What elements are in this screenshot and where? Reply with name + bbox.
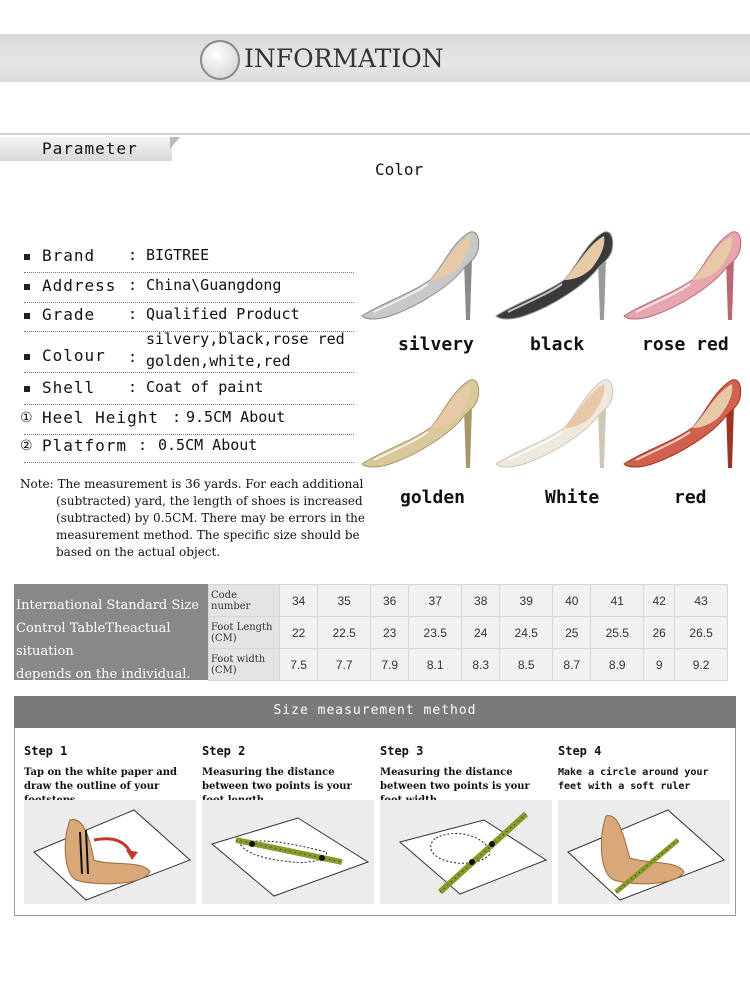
- step-name: Step 3: [380, 744, 424, 758]
- param-key: Colour: [42, 346, 106, 365]
- divider: [0, 133, 750, 135]
- param-key: Address: [42, 276, 117, 295]
- size-table-title-line: International Standard Size: [16, 598, 199, 613]
- size-cell: 34: [280, 585, 318, 617]
- param-sep: :: [128, 246, 138, 264]
- measurement-title: Size measurement method: [273, 703, 477, 718]
- step-2: [202, 744, 374, 806]
- size-cell: 8.9: [591, 649, 644, 681]
- size-table: [208, 584, 728, 681]
- shoe-label: golden: [400, 487, 466, 508]
- param-value-line1: silvery,black,rose red: [146, 330, 345, 348]
- param-sep: :: [128, 276, 138, 294]
- bullet-icon: [24, 284, 30, 290]
- bullet-icon: [24, 354, 30, 360]
- param-value: China\Guangdong: [146, 276, 282, 294]
- size-cell: 36: [371, 585, 409, 617]
- size-cell: 35: [318, 585, 371, 617]
- param-row-shell: [24, 376, 354, 405]
- size-table-title: [14, 584, 208, 680]
- size-cell: 22.5: [318, 617, 371, 649]
- shoe-label: silvery: [398, 334, 474, 355]
- step-text: Measuring the distance between two points is your foot length.: [202, 767, 352, 806]
- step-name: Step 4: [558, 744, 602, 758]
- size-cell: 39: [500, 585, 553, 617]
- param-value: BIGTREE: [146, 246, 210, 264]
- param-value-line2: golden,white,red: [146, 352, 291, 370]
- size-cell: 8.7: [553, 649, 591, 681]
- size-cell: 26: [644, 617, 675, 649]
- param-row-address: [24, 274, 354, 303]
- shoe-image-rose-red: [622, 228, 744, 324]
- size-cell: 9.2: [675, 649, 728, 681]
- bullet-icon: [24, 254, 30, 260]
- size-cell: 22: [280, 617, 318, 649]
- param-row-brand: [24, 244, 354, 273]
- param-row-heel-height: [20, 406, 354, 435]
- size-cell: 23.5: [409, 617, 462, 649]
- page-title: INFORMATION: [244, 44, 444, 73]
- size-row-header: Foot width (CM): [209, 649, 280, 681]
- size-cell: 25.5: [591, 617, 644, 649]
- size-cell: 8.1: [409, 649, 462, 681]
- size-table-row: [209, 649, 728, 681]
- foot-outline-illustration: [24, 800, 196, 904]
- soft-ruler-illustration: [558, 800, 730, 904]
- step-1: [24, 744, 196, 806]
- param-row-colour: [24, 328, 354, 373]
- size-cell: 8.5: [500, 649, 553, 681]
- parameter-tab-label: Parameter: [42, 139, 138, 158]
- size-cell: 26.5: [675, 617, 728, 649]
- size-row-header: Code number: [209, 585, 280, 617]
- shoe-label: White: [545, 487, 600, 508]
- step-text: Tap on the white paper and draw the outline of your footsteps: [24, 767, 178, 806]
- size-cell: 42: [644, 585, 675, 617]
- size-cell: 41: [591, 585, 644, 617]
- tab-corner: [170, 137, 180, 149]
- foot-length-illustration: [202, 800, 374, 904]
- size-table-title-line: depends on the individual.: [16, 667, 191, 682]
- note-line: based on the actual object.: [56, 545, 221, 559]
- shoe-label: rose red: [642, 334, 729, 355]
- size-table-title-line: Control TableTheactual situation: [16, 621, 171, 659]
- size-cell: 40: [553, 585, 591, 617]
- param-key: Heel Height: [42, 408, 159, 427]
- param-key: Shell: [42, 378, 96, 397]
- header-circle-ornament: [200, 40, 240, 80]
- param-sep: :: [128, 305, 138, 323]
- measurement-note: [20, 476, 380, 561]
- size-cell: 24: [462, 617, 500, 649]
- shoe-image-red: [622, 376, 744, 472]
- param-row-platform: [20, 434, 354, 463]
- param-key: Brand: [42, 246, 96, 265]
- param-sep: :: [128, 348, 138, 366]
- size-cell: 8.3: [462, 649, 500, 681]
- color-heading: Color: [375, 160, 424, 179]
- step-4: [558, 744, 730, 792]
- size-cell: 7.9: [371, 649, 409, 681]
- param-key: Grade: [42, 305, 96, 324]
- size-cell: 25: [553, 617, 591, 649]
- size-cell: 7.5: [280, 649, 318, 681]
- bullet-icon: [24, 313, 30, 319]
- note-line: (subtracted) yard, the length of shoes is increased: [56, 494, 363, 508]
- param-value: Qualified Product: [146, 305, 300, 323]
- step-text: Measuring the distance between two points is your foot width.: [380, 767, 530, 806]
- size-cell: 24.5: [500, 617, 553, 649]
- param-sep: :: [138, 436, 148, 454]
- size-cell: 38: [462, 585, 500, 617]
- size-row-header: Foot Length (CM): [209, 617, 280, 649]
- note-line: (subtracted) by 0.5CM. There may be errors in the: [56, 511, 365, 525]
- step-name: Step 2: [202, 744, 246, 758]
- size-cell: 37: [409, 585, 462, 617]
- param-key: Platform: [42, 436, 128, 455]
- number-marker: ②: [20, 438, 33, 454]
- step-text: Make a circle around your feet with a soft ruler: [558, 767, 709, 792]
- bullet-icon: [24, 386, 30, 392]
- param-value: 0.5CM About: [158, 436, 258, 454]
- shoe-image-white: [494, 376, 616, 472]
- shoe-label: black: [530, 334, 585, 355]
- size-cell: 9: [644, 649, 675, 681]
- size-table-row: [209, 617, 728, 649]
- step-name: Step 1: [24, 744, 68, 758]
- shoe-label: red: [674, 487, 707, 508]
- step-3: [380, 744, 552, 806]
- shoe-image-golden: [360, 376, 482, 472]
- param-value: Coat of paint: [146, 378, 264, 396]
- param-value: 9.5CM About: [186, 408, 286, 426]
- shoe-image-black: [494, 228, 616, 324]
- number-marker: ①: [20, 410, 33, 426]
- foot-width-illustration: [380, 800, 552, 904]
- size-cell: 7.7: [318, 649, 371, 681]
- note-line: measurement method. The specific size should be: [56, 528, 360, 542]
- param-sep: :: [172, 408, 182, 426]
- size-table-row: [209, 585, 728, 617]
- param-sep: :: [128, 378, 138, 396]
- note-line: Note: The measurement is 36 yards. For each additional: [20, 477, 364, 491]
- shoe-image-silvery: [360, 228, 482, 324]
- size-cell: 43: [675, 585, 728, 617]
- size-cell: 23: [371, 617, 409, 649]
